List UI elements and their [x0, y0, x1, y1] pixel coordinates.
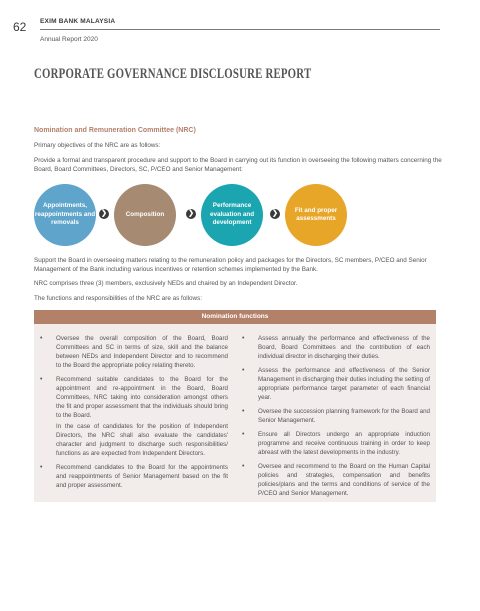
list-item-text: Assess the performance and effectiveness of the Senior Management in discharging their duties including the setting of appropriate performance target parameter of each financial year.: [258, 367, 430, 401]
nrc-flow-diagram: [34, 184, 444, 248]
list-item: [40, 463, 228, 490]
bullet-icon: •: [40, 335, 43, 342]
chevron-right-icon: ❯: [99, 209, 109, 219]
chevron-right-icon: ❯: [186, 209, 196, 219]
list-item-text: Assess annually the performance and effectiveness of the Board, Board Committees and the contribution of each individual director in discharging their duties.: [258, 335, 430, 360]
flow-circle-performance: Performance evaluation and development: [201, 184, 263, 246]
flow-circle-appointments: Appointments, reappointments and removals: [34, 184, 96, 246]
nomination-column-right: [242, 334, 430, 503]
nrc-objective-1: Provide a formal and transparent procedure and support to the Board in carrying out its function in overseeing the following matters concerning the Board, Board Committees, Directors, SC, P/CEO and Senior Management:: [34, 157, 442, 173]
page-title: CORPORATE GOVERNANCE DISCLOSURE REPORT: [34, 66, 312, 82]
nrc-functions-intro: The functions and responsibilities of the NRC are as follows:: [34, 295, 202, 302]
nrc-intro: Primary objectives of the NRC are as follows:: [34, 142, 161, 149]
list-item-text: Oversee and recommend to the Board on the Human Capital policies and strategies, compensation and benefits policies/plans and the terms and conditions of service of the P/CEO and Senior Management.: [258, 463, 430, 497]
nomination-column-left: [40, 334, 228, 495]
list-item: [242, 334, 430, 361]
bullet-icon: •: [40, 376, 43, 383]
list-item-text: Recommend candidates to the Board for the appointments and reappointments of Senior Management based on the fit and proper assessment.: [56, 464, 228, 489]
list-item-text: Ensure all Directors undergo an appropriate induction programme and receive continuous training in order to keep abreast with the latest developments in the industry.: [258, 431, 430, 456]
list-item-subparagraph: In the case of candidates for the position of Independent Directors, the NRC shall also evaluate the candidates' character and judgment to discharge such responsibilities/ functions as are expected from Independent Directors.: [56, 423, 228, 457]
flow-circle-fit-proper: Fit and proper assessments: [285, 184, 347, 246]
bullet-icon: •: [242, 431, 245, 438]
organization-name: EXIM BANK MALAYSIA: [40, 18, 116, 25]
bullet-icon: •: [242, 367, 245, 374]
chevron-right-icon: ❯: [270, 209, 280, 219]
nomination-functions-header: Nomination functions: [34, 310, 436, 324]
flow-circle-composition: Composition: [114, 184, 176, 246]
nrc-composition: NRC comprises three (3) members, exclusively NEDs and chaired by an Independent Director.: [34, 280, 298, 287]
nrc-heading: Nomination and Remuneration Committee (NRC): [34, 127, 196, 134]
nomination-functions-panel: [34, 324, 436, 502]
list-item: [242, 430, 430, 457]
list-item-text: Oversee the succession planning framework for the Board and Senior Management.: [258, 408, 430, 424]
header-divider: [40, 29, 440, 30]
report-name: Annual Report 2020: [40, 36, 98, 43]
list-item: [242, 366, 430, 402]
bullet-icon: •: [242, 335, 245, 342]
list-item: [40, 375, 228, 420]
page-number: 62: [13, 20, 27, 34]
list-item-text: Oversee the overall composition of the Board, Board Committees and SC in terms of size, skill and the balance between NEDs and Independent Director and to recommend to the Board the appropriate policy relating thereto.: [56, 335, 228, 369]
bullet-icon: •: [242, 463, 245, 470]
nrc-objective-2: Support the Board in overseeing matters relating to the remuneration policy and packages for the Directors, SC members, P/CEO and Senior Management of the Bank including various incentives or retention schemes implemented by the Bank.: [34, 257, 427, 273]
list-item: [40, 334, 228, 370]
bullet-icon: •: [242, 408, 245, 415]
list-item: [242, 462, 430, 498]
list-item-text: Recommend suitable candidates to the Board for the appointment and re-appointment in the Board, Board Committees, NRC taking into consideration amongst others the fit and proper assessment that the individuals should bring to the Board.: [56, 376, 228, 419]
bullet-icon: •: [40, 464, 43, 471]
list-item: [242, 407, 430, 425]
